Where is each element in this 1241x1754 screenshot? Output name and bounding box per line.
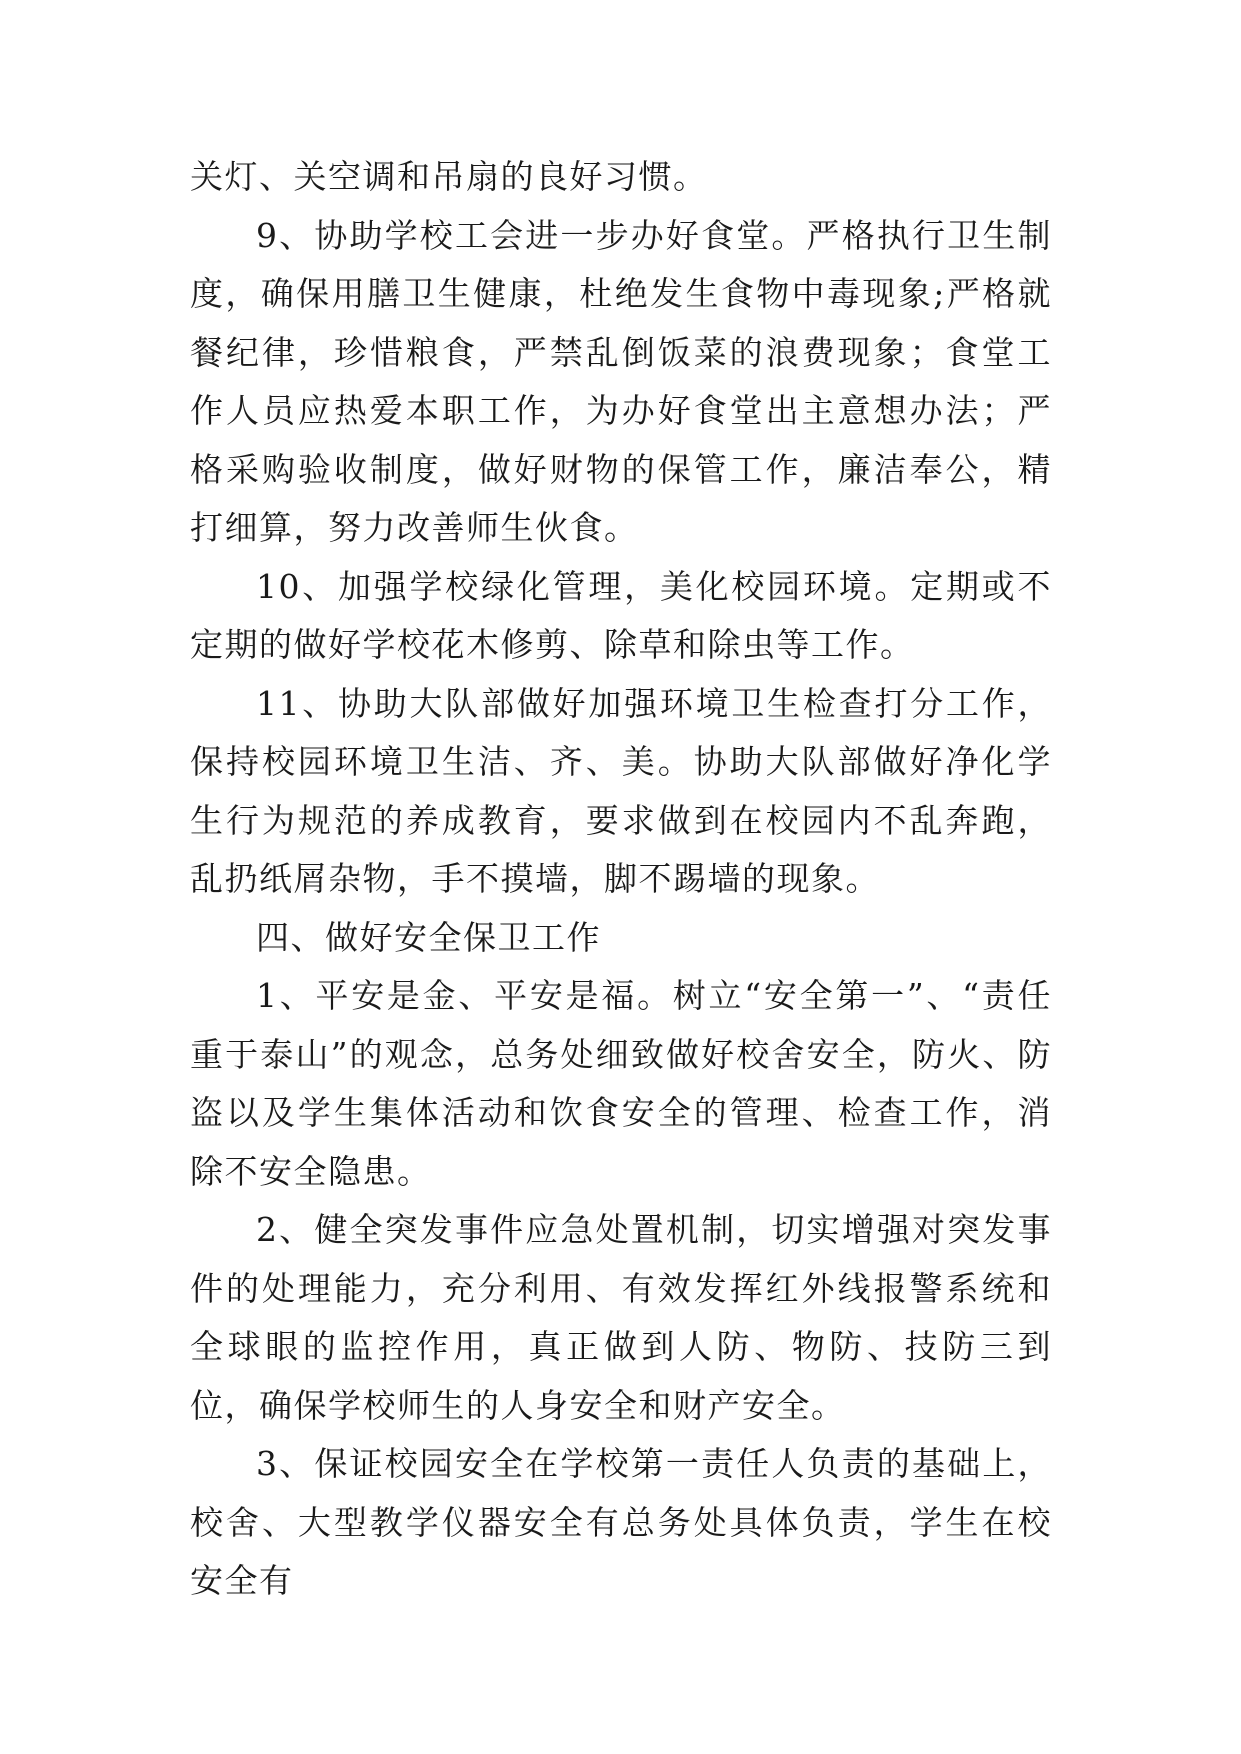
paragraph-safety-item-1: 1、平安是金、平安是福。树立“安全第一”、“责任重于泰山”的观念，总务处细致做好校舍安全，防火、防盗以及学生集体活动和饮食安全的管理、检查工作，消除不安全隐患。 — [190, 976, 1052, 1191]
paragraph-item-9-canteen: 9、协助学校工会进一步办好食堂。严格执行卫生制度，确保用膳卫生健康，杜绝发生食物中毒现象;严格就餐纪律，珍惜粮食，严禁乱倒饭菜的浪费现象；食堂工作人员应热爱本职工作，为办好食堂出主意想办法；严格采购验收制度，做好财物的保管工作，廉洁奉公，精打细算，努力改善师生伙食。 — [190, 215, 1052, 547]
paragraph-item-10-greening: 10、加强学校绿化管理，美化校园环境。定期或不定期的做好学校花木修剪、除草和除虫等工作。 — [190, 566, 1052, 664]
section-heading-safety: 四、做好安全保卫工作 — [256, 917, 601, 957]
paragraph-continuation: 关灯、关空调和吊扇的良好习惯。 — [190, 157, 708, 196]
paragraph-safety-item-3: 3、保证校园安全在学校第一责任人负责的基础上，校舍、大型教学仪器安全有总务处具体负责，学生在校安全有 — [190, 1444, 1052, 1600]
document-page — [190, 148, 1052, 1611]
paragraph-safety-item-2: 2、健全突发事件应急处置机制，切实增强对突发事件的处理能力，充分利用、有效发挥红外线报警系统和全球眼的监控作用，真正做到人防、物防、技防三到位，确保学校师生的人身安全和财产安全。 — [190, 1210, 1052, 1425]
paragraph-item-11-hygiene: 11、协助大队部做好加强环境卫生检查打分工作，保持校园环境卫生洁、齐、美。协助大队部做好净化学生行为规范的养成教育，要求做到在校园内不乱奔跑，乱扔纸屑杂物，手不摸墙，脚不踢墙的现象。 — [190, 683, 1052, 898]
